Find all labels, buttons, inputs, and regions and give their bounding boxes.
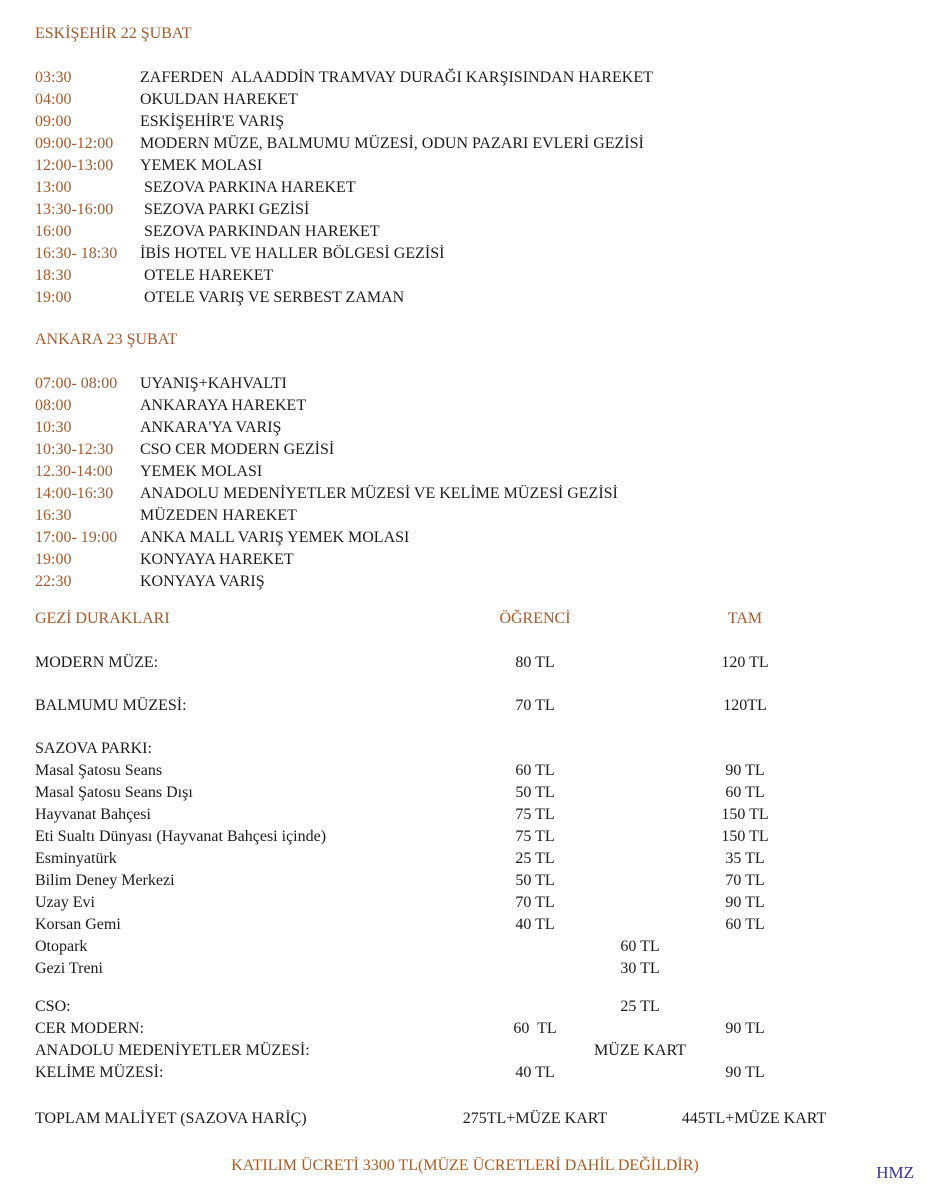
column-header-full: TAM (727, 610, 763, 627)
time-cell: 10:30-12:30 (35, 441, 114, 458)
activity-cell: ZAFERDEN ALAADDİN TRAMVAY DURAĞI KARŞISINDAN HAREKET (140, 69, 653, 86)
price-row (35, 1062, 895, 1084)
time-cell: 07:00- 08:00 (35, 375, 118, 392)
activity-cell: OKULDAN HAREKET (140, 91, 298, 108)
price-group (35, 695, 895, 717)
schedule-row (35, 221, 895, 243)
price-item-name: Gezi Treni (35, 960, 103, 977)
schedule-row (35, 243, 895, 265)
schedule-row (35, 505, 895, 527)
price-row (35, 848, 895, 870)
activity-cell: YEMEK MOLASI (140, 157, 263, 174)
schedule-row (35, 199, 895, 221)
price-mid-cell: 25 TL (620, 998, 660, 1015)
price-item-name: Masal Şatosu Seans Dışı (35, 784, 193, 801)
price-full-cell: 90 TL (725, 762, 765, 779)
activity-cell: OTELE HAREKET (140, 267, 274, 284)
schedule-row (35, 571, 895, 593)
price-item-name: Masal Şatosu Seans (35, 762, 163, 779)
price-mid-cell: 60 TL (620, 938, 660, 955)
schedule-row (35, 89, 895, 111)
activity-cell: KONYAYA VARIŞ (140, 573, 265, 590)
schedule-row (35, 265, 895, 287)
schedule-row (35, 287, 895, 309)
price-row (35, 996, 895, 1018)
price-full-cell: 70 TL (725, 872, 765, 889)
price-row (35, 892, 895, 914)
price-row (35, 760, 895, 782)
activity-cell: SEZOVA PARKINDAN HAREKET (140, 223, 380, 240)
time-cell: 19:00 (35, 289, 72, 306)
signature-initials: HMZ (876, 1163, 914, 1182)
schedule-row (35, 527, 895, 549)
price-table-header-row (35, 608, 895, 630)
activity-cell: ANKARAYA HAREKET (140, 397, 307, 414)
price-group (35, 652, 895, 674)
price-row (35, 958, 895, 980)
time-cell: 04:00 (35, 91, 72, 108)
price-row (35, 652, 895, 674)
price-full-cell: 60 TL (725, 916, 765, 933)
time-cell: 03:30 (35, 69, 72, 86)
time-cell: 13:00 (35, 179, 72, 196)
price-student-cell: 60 TL (513, 1020, 557, 1037)
schedule-row (35, 111, 895, 133)
price-student-cell: 40 TL (515, 1064, 555, 1081)
price-item-name: KELİME MÜZESİ: (35, 1064, 164, 1081)
activity-cell: ANADOLU MEDENİYETLER MÜZESİ VE KELİME MÜZESİ GEZİSİ (140, 485, 618, 502)
price-item-name: MODERN MÜZE: (35, 654, 159, 671)
price-full-cell: 120 TL (721, 654, 769, 671)
activity-cell: OTELE VARIŞ VE SERBEST ZAMAN (140, 289, 405, 306)
price-item-name: Uzay Evi (35, 894, 95, 911)
activity-cell: KONYAYA HAREKET (140, 551, 294, 568)
activity-cell: ANKA MALL VARIŞ YEMEK MOLASI (140, 529, 410, 546)
price-student-cell: 70 TL (515, 697, 555, 714)
document-content (35, 0, 895, 1177)
price-item-name: CSO: (35, 998, 71, 1015)
price-full-cell: 90 TL (725, 894, 765, 911)
schedule-sections (35, 24, 895, 593)
total-cost-row (35, 1108, 895, 1130)
time-cell: 19:00 (35, 551, 72, 568)
price-row (35, 936, 895, 958)
time-cell: 12:00-13:00 (35, 157, 114, 174)
total-full-cost: 445TL+MÜZE KART (681, 1110, 827, 1127)
schedule-row (35, 439, 895, 461)
price-groups (35, 652, 895, 1084)
price-item-name: Bilim Deney Merkezi (35, 872, 175, 889)
schedule-row (35, 373, 895, 395)
column-header-stops: GEZİ DURAKLARI (35, 610, 170, 627)
schedule-row (35, 417, 895, 439)
price-student-cell: 75 TL (515, 806, 555, 823)
activity-cell: MODERN MÜZE, BALMUMU MÜZESİ, ODUN PAZARI EVLERİ GEZİSİ (140, 135, 644, 152)
price-row (35, 870, 895, 892)
price-student-cell: 50 TL (515, 872, 555, 889)
price-row (35, 826, 895, 848)
activity-cell: UYANIŞ+KAHVALTI (140, 375, 287, 392)
activity-cell: MÜZEDEN HAREKET (140, 507, 297, 524)
section-title: ESKİŞEHİR 22 ŞUBAT (35, 25, 192, 42)
schedule-row (35, 67, 895, 89)
price-full-cell: 90 TL (725, 1064, 765, 1081)
time-cell: 14:00-16:30 (35, 485, 114, 502)
price-full-cell: 35 TL (725, 850, 765, 867)
price-full-cell: 150 TL (721, 828, 769, 845)
price-student-cell: 50 TL (515, 784, 555, 801)
price-student-cell: 60 TL (515, 762, 555, 779)
price-full-cell: 150 TL (721, 806, 769, 823)
price-item-name: Eti Sualtı Dünyası (Hayvanat Bahçesi içinde) (35, 828, 327, 845)
price-row (35, 695, 895, 717)
price-row (35, 1018, 895, 1040)
schedule-row (35, 395, 895, 417)
time-cell: 08:00 (35, 397, 72, 414)
price-item-name: Esminyatürk (35, 850, 117, 867)
price-mid-cell: 30 TL (620, 960, 660, 977)
price-table (35, 608, 895, 1130)
schedule-row (35, 461, 895, 483)
price-mid-cell: MÜZE KART (594, 1042, 686, 1059)
schedule-row (35, 177, 895, 199)
price-student-cell: 80 TL (515, 654, 555, 671)
price-student-cell: 70 TL (515, 894, 555, 911)
schedule-row (35, 549, 895, 571)
time-cell: 18:30 (35, 267, 72, 284)
schedule-row (35, 155, 895, 177)
price-item-name: Otopark (35, 938, 88, 955)
price-row (35, 804, 895, 826)
total-student-cost: 275TL+MÜZE KART (462, 1110, 608, 1127)
price-row (35, 914, 895, 936)
price-student-cell: 25 TL (515, 850, 555, 867)
section-title: ANKARA 23 ŞUBAT (35, 331, 178, 348)
time-cell: 22:30 (35, 573, 72, 590)
schedule-rows (35, 67, 895, 309)
price-item-name: ANADOLU MEDENİYETLER MÜZESİ: (35, 1042, 310, 1059)
time-cell: 13:30-16:00 (35, 201, 114, 218)
price-row (35, 782, 895, 804)
activity-cell: ANKARA'YA VARIŞ (140, 419, 282, 436)
price-item-name: CER MODERN: (35, 1020, 144, 1037)
time-cell: 16:00 (35, 223, 72, 240)
activity-cell: İBİS HOTEL VE HALLER BÖLGESİ GEZİSİ (140, 245, 445, 262)
price-group (35, 996, 895, 1084)
activity-cell: ESKİŞEHİR'E VARIŞ (140, 113, 285, 130)
price-student-cell: 75 TL (515, 828, 555, 845)
participation-fee-note: KATILIM ÜCRETİ 3300 TL(MÜZE ÜCRETLERİ DAHİL DEĞİLDİR) (231, 1157, 699, 1174)
time-cell: 09:00-12:00 (35, 135, 114, 152)
price-row (35, 1040, 895, 1062)
price-full-cell: 90 TL (725, 1020, 765, 1037)
schedule-rows (35, 373, 895, 593)
price-row (35, 738, 895, 760)
time-cell: 12.30-14:00 (35, 463, 113, 480)
time-cell: 10:30 (35, 419, 72, 436)
price-student-cell: 40 TL (515, 916, 555, 933)
time-cell: 16:30- 18:30 (35, 245, 118, 262)
price-full-cell: 120TL (723, 697, 767, 714)
time-cell: 17:00- 19:00 (35, 529, 118, 546)
price-group (35, 738, 895, 980)
activity-cell: SEZOVA PARKINA HAREKET (140, 179, 356, 196)
activity-cell: YEMEK MOLASI (140, 463, 263, 480)
time-cell: 09:00 (35, 113, 72, 130)
price-item-name: SAZOVA PARKI: (35, 740, 152, 757)
schedule-row (35, 483, 895, 505)
total-label: TOPLAM MALİYET (SAZOVA HARİÇ) (35, 1110, 307, 1127)
activity-cell: CSO CER MODERN GEZİSİ (140, 441, 335, 458)
column-header-student: ÖĞRENCİ (499, 610, 571, 627)
price-item-name: Korsan Gemi (35, 916, 121, 933)
price-item-name: Hayvanat Bahçesi (35, 806, 151, 823)
activity-cell: SEZOVA PARKI GEZİSİ (140, 201, 310, 218)
price-full-cell: 60 TL (725, 784, 765, 801)
price-item-name: BALMUMU MÜZESİ: (35, 697, 187, 714)
time-cell: 16:30 (35, 507, 72, 524)
schedule-row (35, 133, 895, 155)
